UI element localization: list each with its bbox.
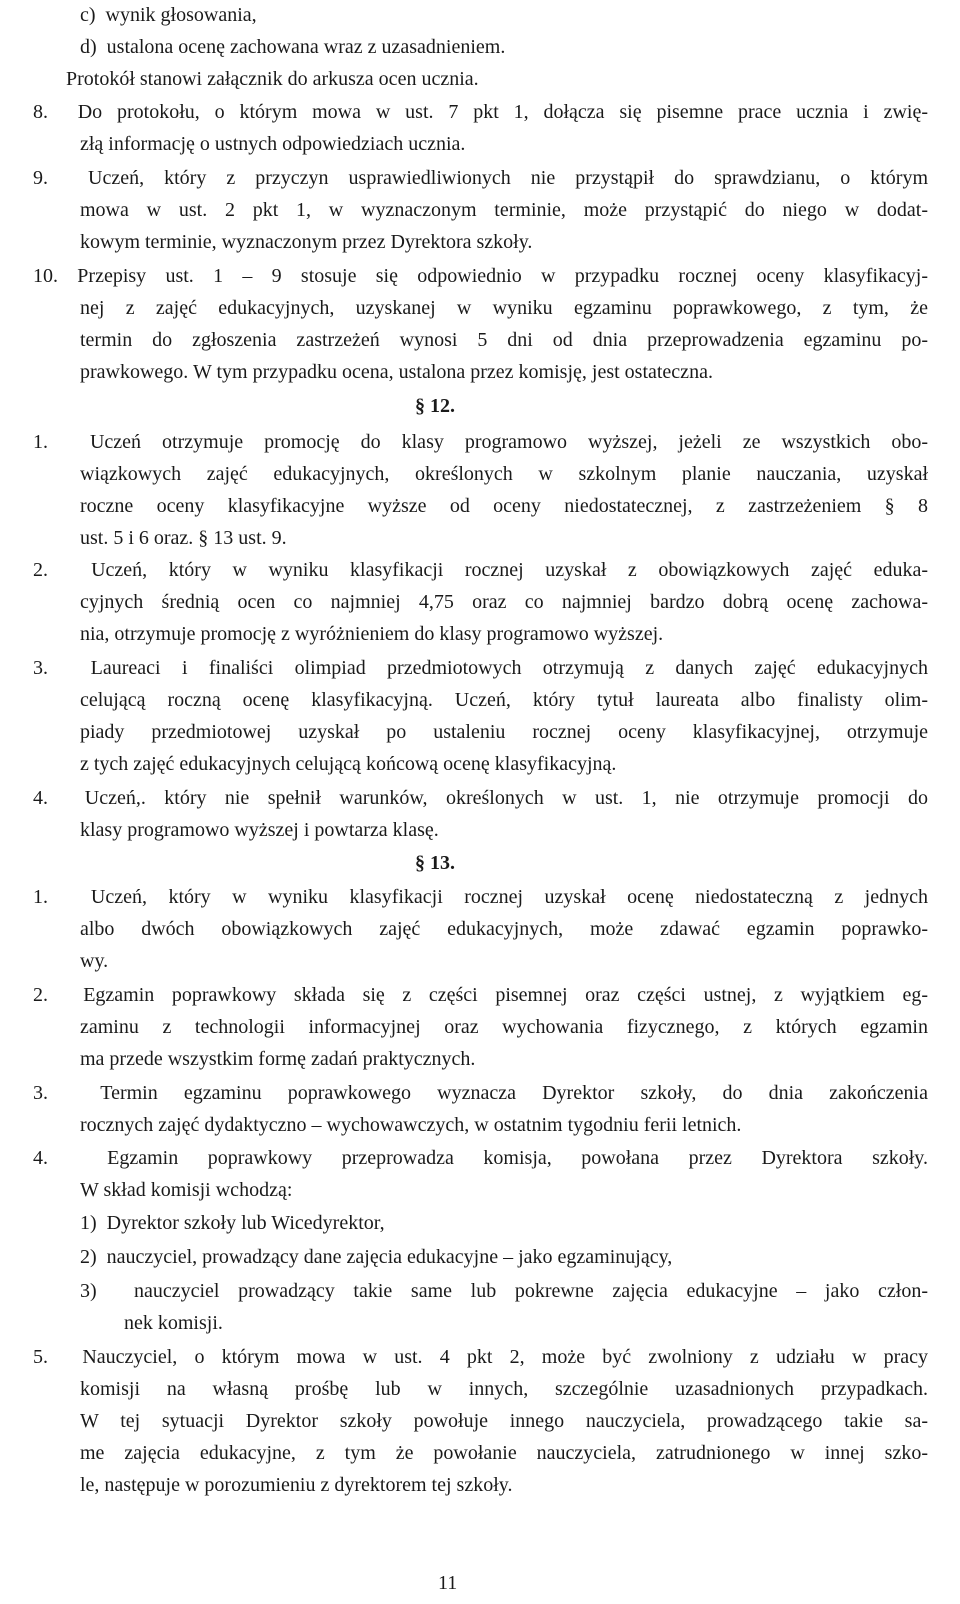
text-line: Protokół stanowi załącznik do arkusza ocen ucznia. — [66, 68, 479, 90]
text-line: nek komisji. — [124, 1312, 223, 1334]
text-line: kowym terminie, wyznaczonym przez Dyrektora szkoły. — [80, 231, 533, 253]
text-line: 9. Uczeń, który z przyczyn usprawiedliwionych nie przystąpił do sprawdzianu, o którym — [33, 167, 928, 189]
text-line: nia, otrzymuje promocję z wyróżnieniem do klasy programowo wyższej. — [80, 623, 664, 645]
text-line: 2) nauczyciel, prowadzący dane zajęcia edukacyjne – jako egzaminujący, — [80, 1246, 673, 1268]
text-line: d) ustalona ocenę zachowana wraz z uzasadnieniem. — [80, 36, 506, 58]
text-line: 8. Do protokołu, o którym mowa w ust. 7 pkt 1, dołącza się pisemne prace ucznia i zwię- — [33, 101, 928, 123]
text-line: 2. Uczeń, który w wyniku klasyfikacji rocznej uzyskał z obowiązkowych zajęć eduka- — [33, 559, 928, 581]
text-line: cyjnych średnią ocen co najmniej 4,75 oraz co najmniej bardzo dobrą ocenę zachowa- — [80, 591, 928, 613]
text-line: W tej sytuacji Dyrektor szkoły powołuje innego nauczyciela, prowadzącego takie sa- — [80, 1410, 928, 1432]
text-line: 5. Nauczyciel, o którym mowa w ust. 4 pkt 2, może być zwolniony z udziału w pracy — [33, 1346, 928, 1368]
text-line: 1. Uczeń, który w wyniku klasyfikacji rocznej uzyskał ocenę niedostateczną z jednych — [33, 886, 928, 908]
text-line: klasy programowo wyższej i powtarza klasę. — [80, 819, 439, 841]
text-line: W skład komisji wchodzą: — [80, 1179, 293, 1201]
text-line: piady przedmiotowej uzyskał po ustaleniu rocznej oceny klasyfikacyjnej, otrzymuje — [80, 721, 928, 743]
text-line: albo dwóch obowiązkowych zajęć edukacyjnych, może zdawać egzamin poprawko- — [80, 918, 928, 940]
text-line: 2. Egzamin poprawkowy składa się z części pisemnej oraz części ustnej, z wyjątkiem eg- — [33, 984, 928, 1006]
text-line: 4. Uczeń,. który nie spełnił warunków, określonych w ust. 1, nie otrzymuje promocji do — [33, 787, 928, 809]
text-line: wiązkowych zajęć edukacyjnych, określonych w szkolnym planie nauczania, uzyskał — [80, 463, 928, 485]
text-line: 1. Uczeń otrzymuje promocję do klasy programowo wyższej, jeżeli ze wszystkich obo- — [33, 431, 928, 453]
text-line: komisji na własną prośbę lub w innych, szczególnie uzasadnionych przypadkach. — [80, 1378, 928, 1400]
section-heading: § 13. — [415, 852, 455, 874]
text-line: złą informację o ustnych odpowiedziach ucznia. — [80, 133, 466, 155]
text-line: roczne oceny klasyfikacyjne wyższe od oceny niedostatecznej, z zastrzeżeniem § 8 — [80, 495, 928, 517]
page-number: 11 — [438, 1572, 458, 1594]
section-heading: § 12. — [415, 395, 455, 417]
text-line: prawkowego. W tym przypadku ocena, ustalona przez komisję, jest ostateczna. — [80, 361, 713, 383]
text-line: le, następuje w porozumieniu z dyrektorem tej szkoły. — [80, 1474, 513, 1496]
text-line: zaminu z technologii informacyjnej oraz wychowania fizycznego, z których egzamin — [80, 1016, 928, 1038]
text-line: c) wynik głosowania, — [80, 4, 257, 26]
text-line: 3. Termin egzaminu poprawkowego wyznacza Dyrektor szkoły, do dnia zakończenia — [33, 1082, 928, 1104]
text-line: me zajęcia edukacyjne, z tym że powołanie nauczyciela, zatrudnionego w innej szko- — [80, 1442, 928, 1464]
text-line: 3) nauczyciel prowadzący takie same lub pokrewne zajęcia edukacyjne – jako człon- — [80, 1280, 928, 1302]
text-line: 3. Laureaci i finaliści olimpiad przedmiotowych otrzymują z danych zajęć edukacyjnych — [33, 657, 928, 679]
text-line: nej z zajęć edukacyjnych, uzyskanej w wyniku egzaminu poprawkowego, z tym, że — [80, 297, 928, 319]
text-line: ma przede wszystkim formę zadań praktycznych. — [80, 1048, 476, 1070]
text-line: celującą roczną ocenę klasyfikacyjną. Uczeń, który tytuł laureata albo finalisty olim- — [80, 689, 928, 711]
text-line: z tych zajęć edukacyjnych celującą końcową ocenę klasyfikacyjną. — [80, 753, 617, 775]
text-line: 10. Przepisy ust. 1 – 9 stosuje się odpowiednio w przypadku rocznej oceny klasyfikacyj- — [33, 265, 928, 287]
text-line: mowa w ust. 2 pkt 1, w wyznaczonym terminie, może przystąpić do niego w dodat- — [80, 199, 928, 221]
text-line: rocznych zajęć dydaktyczno – wychowawczych, w ostatnim tygodniu ferii letnich. — [80, 1114, 742, 1136]
text-line: 1) Dyrektor szkoły lub Wicedyrektor, — [80, 1212, 385, 1234]
text-line: ust. 5 i 6 oraz. § 13 ust. 9. — [80, 527, 287, 549]
text-line: 4. Egzamin poprawkowy przeprowadza komisja, powołana przez Dyrektora szkoły. — [33, 1147, 928, 1169]
text-line: wy. — [80, 950, 109, 972]
text-line: termin do zgłoszenia zastrzeżeń wynosi 5 dni od dnia przeprowadzenia egzaminu po- — [80, 329, 928, 351]
